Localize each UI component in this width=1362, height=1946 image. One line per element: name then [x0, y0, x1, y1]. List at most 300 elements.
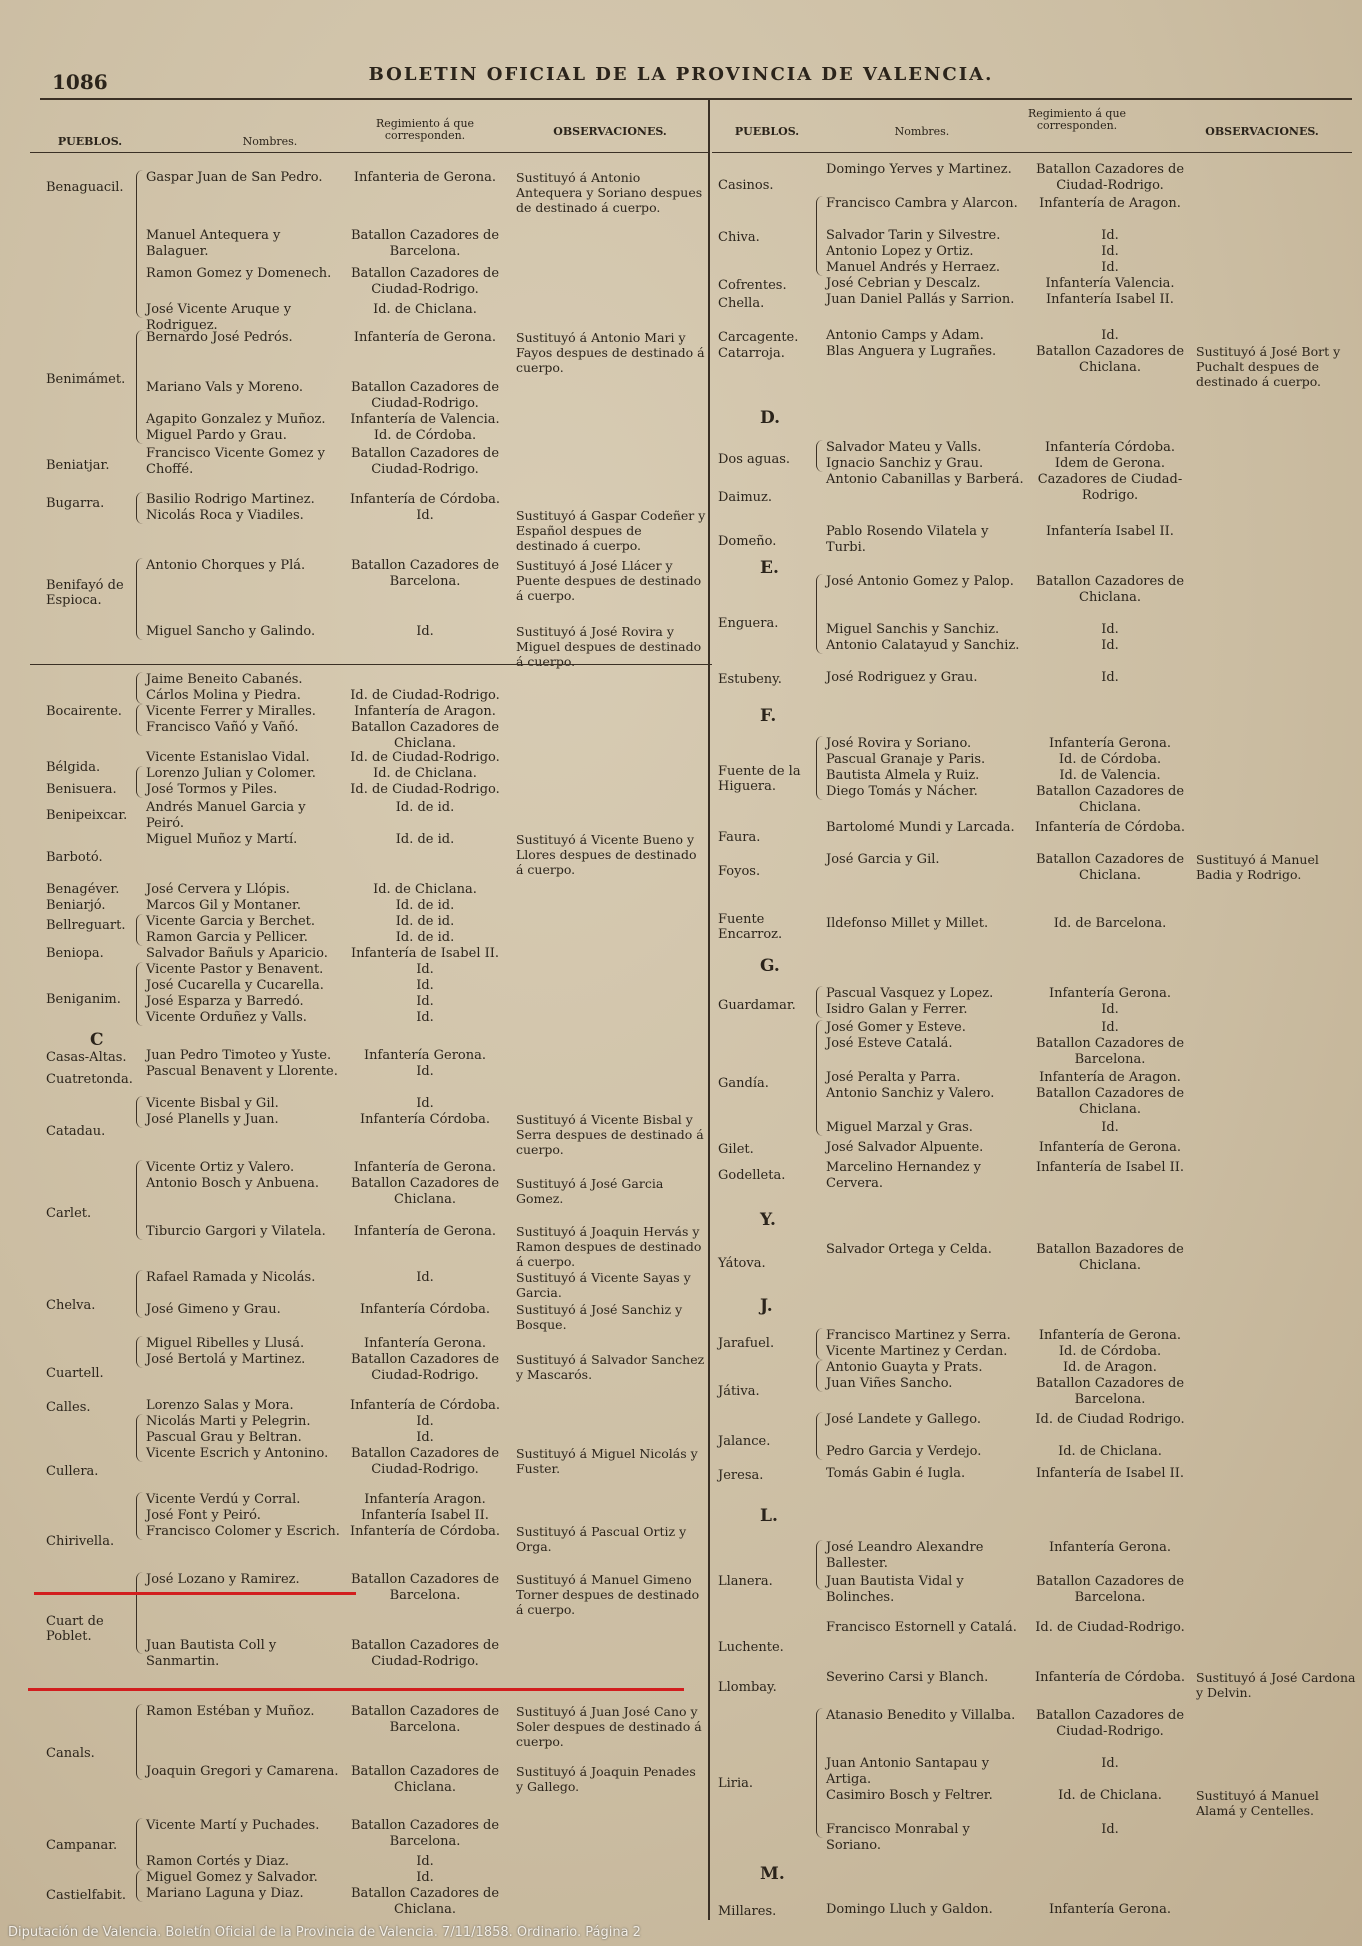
regiment: Batallon Cazadores de Ciudad-Rodrigo. [350, 1446, 500, 1477]
group-brace [816, 574, 823, 654]
town-name: Benipeixcar. [46, 808, 128, 823]
recruit-name: Atanasio Benedito y Villalba. [826, 1708, 1016, 1723]
regiment: Id. de Chiclana. [373, 302, 477, 317]
recruit-name: Juan Viñes Sancho. [826, 1376, 953, 1391]
recruit-name: Joaquin Gregori y Camarena. [146, 1764, 339, 1779]
left-column-header [30, 100, 708, 153]
observation: Sustituyó á Miguel Nicolás y Fuster. [516, 1446, 698, 1476]
regiment: Batallon Cazadores de Ciudad-Rodrigo. [350, 446, 500, 477]
group-brace [136, 492, 143, 524]
recruit-name: Francisco Vicente Gomez y Choffé. [146, 446, 325, 477]
regiment: Id. [416, 508, 434, 523]
town-name: Dos aguas. [718, 452, 791, 467]
section-letter: F. [760, 706, 777, 726]
regiment: Id. de Ciudad-Rodrigo. [1035, 1620, 1185, 1635]
recruit-name: José Gimeno y Grau. [146, 1302, 281, 1317]
town-name: Fuente de la Higuera. [718, 764, 801, 794]
section-letter: L. [760, 1506, 778, 1526]
recruit-name: Miguel Marzal y Gras. [826, 1120, 973, 1135]
town-name: Chiva. [718, 230, 760, 245]
regiment: Batallon Cazadores de Ciudad-Rodrigo. [350, 1638, 500, 1669]
observation: Sustituyó á Vicente Bueno y Llores despues de destinado á cuerpo. [516, 832, 697, 877]
town-name: Cofrentes. [718, 278, 787, 293]
regiment: Id. [1101, 244, 1119, 259]
recruit-name: Vicente Bisbal y Gil. [146, 1096, 279, 1111]
regiment: Batallon Cazadores de Chiclana. [350, 720, 500, 751]
regiment: Infantería de Valencia. [350, 412, 500, 427]
observation: Sustituyó á Joaquin Penades y Gallego. [516, 1764, 696, 1794]
regiment: Batallon Cazadores de Ciudad-Rodrigo. [350, 266, 500, 297]
recruit-name: Domingo Lluch y Galdon. [826, 1902, 993, 1917]
observation: Sustituyó á Pascual Ortiz y Orga. [516, 1524, 687, 1554]
header-pueblos: PUEBLOS. [57, 135, 123, 148]
town-name: Jarafuel. [718, 1336, 775, 1351]
town-name: Gandía. [718, 1076, 769, 1091]
town-name: Chelva. [46, 1298, 96, 1313]
regiment: Infantería de Gerona. [353, 1160, 497, 1175]
town-name: Gilet. [718, 1142, 754, 1157]
regiment: Id. [416, 1096, 434, 1111]
recruit-name: José Antonio Gomez y Palop. [826, 574, 1014, 589]
regiment: Id. de Chiclana. [1058, 1788, 1162, 1803]
regiment: Id. [1101, 1822, 1119, 1837]
recruit-name: Lorenzo Salas y Mora. [146, 1398, 294, 1413]
regiment: Infantería Córdoba. [1045, 440, 1175, 455]
section-letter: J. [760, 1296, 773, 1316]
regiment: Id. [416, 978, 434, 993]
header-nombres: Nombres. [894, 125, 950, 138]
regiment: Batallon Cazadores de Chiclana. [1035, 1086, 1185, 1117]
recruit-name: Miguel Ribelles y Llusá. [146, 1336, 305, 1351]
regiment: Id. de id. [395, 832, 455, 847]
regiment: Id. de Aragon. [1063, 1360, 1157, 1375]
regiment: Infantería de Córdoba. [1034, 1670, 1186, 1685]
regiment: Id. de Valencia. [1059, 768, 1161, 783]
recruit-name: José Garcia y Gil. [826, 852, 940, 867]
observation: Sustituyó á José Cardona y Delvin. [1196, 1670, 1356, 1700]
regiment: Batallon Cazadores de Barcelona. [1035, 1376, 1185, 1407]
town-name: Bélgida. [46, 760, 101, 775]
regiment: Id. de id. [395, 898, 455, 913]
header-observaciones: OBSERVACIONES. [1205, 125, 1319, 138]
regiment: Infantería Gerona. [1049, 986, 1171, 1001]
town-name: Cullera. [46, 1464, 99, 1479]
recruit-name: Miguel Pardo y Grau. [146, 428, 287, 443]
regiment: Infanteria de Gerona. [353, 170, 497, 185]
town-name: Beniopa. [46, 946, 104, 961]
regiment: Infantería Córdoba. [360, 1302, 490, 1317]
header-regimiento: Regimiento á que corresponden. [1027, 107, 1127, 132]
town-name: Enguera. [718, 616, 779, 631]
recruit-name: Jaime Beneito Cabanés. [146, 672, 303, 687]
recruit-name: Francisco Monrabal y Soriano. [826, 1822, 970, 1853]
observation: Sustituyó á José Garcia Gomez. [516, 1176, 664, 1206]
recruit-name: Antonio Guayta y Prats. [826, 1360, 983, 1375]
recruit-name: Miguel Muñoz y Martí. [146, 832, 298, 847]
town-name: Chella. [718, 296, 765, 311]
recruit-name: Ildefonso Millet y Millet. [826, 916, 989, 931]
town-name: Beniatjar. [46, 458, 110, 473]
regiment: Id. [416, 1414, 434, 1429]
observation: Sustituyó á Antonio Antequera y Soriano despues de destinado á cuerpo. [516, 170, 703, 215]
observation: Sustituyó á José Rovira y Miguel despues de destinado á cuerpo. [516, 624, 702, 669]
town-name: Luchente. [718, 1640, 784, 1655]
recruit-name: Nicolás Marti y Pelegrin. [146, 1414, 311, 1429]
regiment: Batallon Cazadores de Barcelona. [350, 1704, 500, 1735]
recruit-name: Basilio Rodrigo Martinez. [146, 492, 315, 507]
recruit-name: Pedro Garcia y Verdejo. [826, 1444, 982, 1459]
regiment: Batallon Cazadores de Ciudad-Rodrigo. [350, 1352, 500, 1383]
group-brace [136, 1160, 143, 1240]
regiment: Infantería Gerona. [364, 1336, 486, 1351]
recruit-name: Antonio Chorques y Plá. [146, 558, 306, 573]
recruit-name: Antonio Lopez y Ortiz. [826, 244, 974, 259]
town-name: Benisuera. [46, 782, 117, 797]
regiment: Batallon Cazadores de Ciudad-Rodrigo. [1035, 162, 1185, 193]
recruit-name: Miguel Sancho y Galindo. [146, 624, 316, 639]
recruit-name: Rafael Ramada y Nicolás. [146, 1270, 316, 1285]
group-brace [136, 672, 143, 704]
recruit-name: Severino Carsi y Blanch. [826, 1670, 989, 1685]
recruit-name: Andrés Manuel Garcia y Peiró. [146, 800, 306, 831]
page-title: BOLETIN OFICIAL DE LA PROVINCIA DE VALENCIA. [368, 64, 994, 85]
town-name: Casinos. [718, 178, 774, 193]
recruit-name: Pascual Benavent y Llorente. [146, 1064, 338, 1079]
recruit-name: Domingo Yerves y Martinez. [826, 162, 1012, 177]
regiment: Batallon Cazadores de Chiclana. [1035, 784, 1185, 815]
observation: Sustituyó á Salvador Sanchez y Mascarós. [516, 1352, 705, 1382]
recruit-name: Francisco Estornell y Catalá. [826, 1620, 1017, 1635]
recruit-name: Marcos Gil y Montaner. [146, 898, 301, 913]
recruit-name: Vicente Ferrer y Miralles. [146, 704, 316, 719]
recruit-name: José Peralta y Parra. [826, 1070, 961, 1085]
recruit-name: Agapito Gonzalez y Muñoz. [146, 412, 326, 427]
observation: Sustituyó á Juan José Cano y Soler despues de destinado á cuerpo. [516, 1704, 702, 1749]
recruit-name: Vicente Orduñez y Valls. [146, 1010, 307, 1025]
header-pueblos: PUEBLOS. [734, 125, 800, 138]
regiment: Id. [1101, 1120, 1119, 1135]
regiment: Id. de Córdoba. [1058, 1344, 1162, 1359]
recruit-name: Ramon Garcia y Pellicer. [146, 930, 308, 945]
town-name: Foyos. [718, 864, 761, 879]
town-name: Benagéver. [46, 882, 120, 897]
recruit-name: José Leandro Alexandre Ballester. [826, 1540, 984, 1571]
recruit-name: Marcelino Hernandez y Cervera. [826, 1160, 981, 1191]
town-name: Daimuz. [718, 490, 773, 505]
group-brace [136, 704, 143, 736]
group-brace [136, 1270, 143, 1318]
recruit-name: Vicente Pastor y Benavent. [146, 962, 324, 977]
recruit-name: José Gomer y Esteve. [826, 1020, 966, 1035]
recruit-name: Ramon Cortés y Diaz. [146, 1854, 289, 1869]
town-name: Beniganim. [46, 992, 121, 1007]
recruit-name: José Rodriguez y Grau. [826, 670, 978, 685]
regiment: Infantería Córdoba. [360, 1112, 490, 1127]
right-column-header [712, 100, 1352, 153]
regiment: Infantería Gerona. [1049, 1540, 1171, 1555]
recruit-name: Mariano Vals y Moreno. [146, 380, 304, 395]
town-name: Catadau. [46, 1124, 106, 1139]
town-name: Millares. [718, 1904, 777, 1919]
regiment: Id. [1101, 260, 1119, 275]
town-name: Bugarra. [46, 496, 105, 511]
recruit-name: Vicente Escrich y Antonino. [146, 1446, 329, 1461]
regiment: Id. [1101, 622, 1119, 637]
regiment: Id. de Ciudad-Rodrigo. [350, 782, 500, 797]
town-name: Cuatretonda. [46, 1072, 133, 1087]
recruit-name: Pascual Granaje y Paris. [826, 752, 986, 767]
regiment: Batallon Cazadores de Barcelona. [1035, 1574, 1185, 1605]
section-letter: D. [760, 408, 781, 428]
recruit-name: José Bertolá y Martinez. [146, 1352, 306, 1367]
regiment: Id. de Chiclana. [1058, 1444, 1162, 1459]
regiment: Id. [416, 1270, 434, 1285]
recruit-name: José Cebrian y Descalz. [826, 276, 981, 291]
town-name: Campanar. [46, 1838, 118, 1853]
recruit-name: José Esteve Catalá. [826, 1036, 953, 1051]
town-name: Godelleta. [718, 1168, 786, 1183]
regiment: Infantería Gerona. [1049, 736, 1171, 751]
group-brace [816, 1708, 823, 1838]
recruit-name: Salvador Ortega y Celda. [826, 1242, 992, 1257]
column-divider [708, 100, 710, 1920]
section-letter: G. [760, 956, 780, 976]
recruit-name: Manuel Antequera y Balaguer. [146, 228, 281, 259]
regiment: Infantería de Córdoba. [349, 1524, 501, 1539]
regiment: Batallon Bazadores de Chiclana. [1036, 1242, 1184, 1273]
group-brace [136, 1336, 143, 1368]
red-underline [28, 1688, 684, 1691]
recruit-name: Juan Daniel Pallás y Sarrion. [826, 292, 1015, 307]
town-name: Carcagente. [718, 330, 799, 345]
regiment: Id. [1101, 670, 1119, 685]
recruit-name: José Planells y Juan. [146, 1112, 279, 1127]
town-name: Llombay. [718, 1680, 777, 1695]
recruit-name: Vicente Estanislao Vidal. [146, 750, 310, 765]
regiment: Infantería Gerona. [364, 1048, 486, 1063]
recruit-name: José Tormos y Piles. [146, 782, 278, 797]
town-name: Benimámet. [46, 372, 126, 387]
recruit-name: Manuel Andrés y Herraez. [826, 260, 1000, 275]
town-name: Domeño. [718, 534, 777, 549]
town-name: Calles. [46, 1400, 91, 1415]
recruit-name: Ignacio Sanchiz y Grau. [826, 456, 984, 471]
recruit-name: Francisco Colomer y Escrich. [146, 1524, 340, 1539]
group-brace [816, 1540, 823, 1590]
recruit-name: Antonio Sanchiz y Valero. [826, 1086, 995, 1101]
recruit-name: Pascual Vasquez y Lopez. [826, 986, 994, 1001]
recruit-name: José Landete y Gallego. [826, 1412, 982, 1427]
town-name: Casas-Altas. [46, 1050, 127, 1065]
town-name: Canals. [46, 1746, 95, 1761]
recruit-name: José Salvador Alpuente. [826, 1140, 984, 1155]
regiment: Id. [416, 962, 434, 977]
regiment: Id. [1101, 1002, 1119, 1017]
town-name: Liria. [718, 1776, 754, 1791]
regiment: Infantería de Córdoba. [1034, 820, 1186, 835]
regiment: Batallon Cazadores de Barcelona. [350, 1572, 500, 1603]
group-brace [136, 962, 143, 1026]
observation: Sustituyó á Manuel Badia y Rodrigo. [1196, 852, 1319, 882]
regiment: Infantería Isabel II. [1046, 524, 1174, 539]
town-name: Fuente Encarroz. [718, 912, 783, 942]
regiment: Id. [1101, 1756, 1119, 1771]
regiment: Batallon Cazadores de Chiclana. [350, 1176, 500, 1207]
recruit-name: Vicente Martinez y Cerdan. [826, 1344, 1008, 1359]
town-name: Catarroja. [718, 346, 785, 361]
observation: Sustituyó á Vicente Sayas y Garcia. [516, 1270, 691, 1300]
regiment: Id. de Córdoba. [1058, 752, 1162, 767]
section-letter: C [90, 1030, 104, 1050]
recruit-name: Diego Tomás y Nácher. [826, 784, 978, 799]
regiment: Infantería de Córdoba. [349, 1398, 501, 1413]
regiment: Batallon Cazadores de Barcelona. [350, 558, 500, 589]
section-divider [30, 664, 712, 665]
recruit-name: Mariano Laguna y Diaz. [146, 1886, 304, 1901]
regiment: Id. de id. [395, 800, 455, 815]
recruit-name: José Rovira y Soriano. [826, 736, 972, 751]
recruit-name: Vicente Ortiz y Valero. [146, 1160, 295, 1175]
regiment: Infantería de Isabel II. [1035, 1466, 1185, 1481]
regiment: Batallon Cazadores de Ciudad-Rodrigo. [350, 380, 500, 411]
town-name: Bocairente. [46, 704, 122, 719]
recruit-name: José Font y Peiró. [146, 1508, 261, 1523]
regiment: Idem de Gerona. [1054, 456, 1166, 471]
recruit-name: Juan Bautista Vidal y Bolinches. [826, 1574, 964, 1605]
regiment: Infantería de Córdoba. [349, 492, 501, 507]
group-brace [816, 1412, 823, 1460]
recruit-name: Casimiro Bosch y Feltrer. [826, 1788, 993, 1803]
group-brace [136, 766, 143, 798]
regiment: Id. de Ciudad-Rodrigo. [350, 688, 500, 703]
group-brace [816, 736, 823, 800]
regiment: Infantería de Isabel II. [1035, 1160, 1185, 1175]
recruit-name: Pablo Rosendo Vilatela y Turbi. [826, 524, 989, 555]
recruit-name: Antonio Calatayud y Sanchiz. [826, 638, 1020, 653]
recruit-name: Antonio Bosch y Anbuena. [146, 1176, 320, 1191]
recruit-name: Juan Pedro Timoteo y Yuste. [146, 1048, 332, 1063]
recruit-name: Ramon Gomez y Domenech. [146, 266, 332, 281]
town-name: Barbotó. [46, 850, 103, 865]
recruit-name: José Cervera y Llópis. [146, 882, 290, 897]
recruit-name: Bernardo José Pedrós. [146, 330, 293, 345]
regiment: Id. de Ciudad Rodrigo. [1035, 1412, 1185, 1427]
recruit-name: Gaspar Juan de San Pedro. [146, 170, 323, 185]
group-brace [136, 1572, 143, 1654]
recruit-name: Tomás Gabin é Iugla. [826, 1466, 966, 1481]
regiment: Id. de id. [395, 914, 455, 929]
town-name: Jalance. [718, 1434, 771, 1449]
regiment: Id. [416, 1064, 434, 1079]
recruit-name: Juan Bautista Coll y Sanmartin. [146, 1638, 277, 1669]
town-name: Cuart de Poblet. [46, 1614, 104, 1644]
recruit-name: Ramon Estéban y Muñoz. [146, 1704, 315, 1719]
recruit-name: Francisco Cambra y Alarcon. [826, 196, 1018, 211]
recruit-name: Miguel Gomez y Salvador. [146, 1870, 318, 1885]
recruit-name: Vicente Martí y Puchades. [146, 1818, 320, 1833]
regiment: Id. [1101, 228, 1119, 243]
regiment: Infantería de Gerona. [1038, 1140, 1182, 1155]
regiment: Infantería Aragon. [364, 1492, 486, 1507]
archive-footer: Diputación de Valencia. Boletín Oficial de la Provincia de Valencia. 7/11/1858. Ordinario. Página 2 [8, 1925, 641, 1940]
regiment: Batallon Cazadores de Chiclana. [350, 1886, 500, 1917]
recruit-name: Francisco Vañó y Vañó. [146, 720, 299, 735]
observation: Sustituyó á Manuel Gimeno Torner despues de destinado á cuerpo. [516, 1572, 700, 1617]
recruit-name: José Lozano y Ramirez. [146, 1572, 300, 1587]
regiment: Batallon Cazadores de Chiclana. [1035, 852, 1185, 883]
town-name: Chirivella. [46, 1534, 115, 1549]
group-brace [136, 1096, 143, 1128]
regiment: Batallon Cazadores de Chiclana. [1035, 574, 1185, 605]
town-name: Yátova. [718, 1256, 766, 1271]
header-regimiento: Regimiento á que corresponden. [375, 117, 475, 142]
town-name: Faura. [718, 830, 761, 845]
section-letter: E. [760, 558, 779, 578]
group-brace [816, 440, 823, 472]
regiment: Infantería de Aragon. [1039, 1070, 1181, 1085]
regiment: Id. [416, 994, 434, 1009]
group-brace [816, 1020, 823, 1136]
recruit-name: Cárlos Molina y Piedra. [146, 688, 301, 703]
regiment: Infantería Isabel II. [1046, 292, 1174, 307]
regiment: Id. de id. [395, 930, 455, 945]
regiment: Infantería de Gerona. [1038, 1328, 1182, 1343]
recruit-name: Bartolomé Mundi y Larcada. [826, 820, 1015, 835]
group-brace [136, 170, 143, 318]
regiment: Id. de Chiclana. [373, 882, 477, 897]
header-observaciones: OBSERVACIONES. [553, 125, 667, 138]
regiment: Cazadores de Ciudad-Rodrigo. [1037, 472, 1183, 503]
regiment: Batallon Cazadores de Barcelona. [350, 228, 500, 259]
regiment: Infantería de Isabel II. [350, 946, 500, 961]
recruit-name: Blas Anguera y Lugrañes. [826, 344, 997, 359]
recruit-name: Vicente Garcia y Berchet. [146, 914, 316, 929]
recruit-name: Antonio Cabanillas y Barberá. [826, 472, 1024, 487]
page-number: 1086 [52, 70, 108, 94]
group-brace [136, 1870, 143, 1902]
observation: Sustituyó á José Sanchiz y Bosque. [516, 1302, 683, 1332]
group-brace [136, 1492, 143, 1540]
regiment: Infantería Isabel II. [361, 1508, 489, 1523]
regiment: Infantería de Gerona. [353, 330, 497, 345]
recruit-name: José Esparza y Barredó. [146, 994, 304, 1009]
group-brace [816, 196, 823, 276]
regiment: Id. [416, 1854, 434, 1869]
town-name: Bellreguart. [46, 918, 126, 933]
group-brace [136, 1414, 143, 1462]
regiment: Id. [416, 1870, 434, 1885]
observation: Sustituyó á Gaspar Codeñer y Español despues de destinado á cuerpo. [516, 508, 706, 553]
regiment: Id. [1101, 1020, 1119, 1035]
group-brace [136, 914, 143, 946]
town-name: Benifayó de Espioca. [46, 578, 124, 608]
recruit-name: José Vicente Aruque y Rodriguez. [146, 302, 292, 333]
regiment: Id. [416, 624, 434, 639]
red-underline [34, 1592, 356, 1595]
regiment: Infantería Valencia. [1045, 276, 1175, 291]
group-brace [136, 558, 143, 640]
section-letter: Y. [760, 1210, 776, 1230]
recruit-name: Pascual Grau y Beltran. [146, 1430, 302, 1445]
recruit-name: Salvador Mateu y Valls. [826, 440, 982, 455]
regiment: Id. de Córdoba. [373, 428, 477, 443]
regiment: Id. de Barcelona. [1053, 916, 1167, 931]
regiment: Batallon Cazadores de Ciudad-Rodrigo. [1035, 1708, 1185, 1739]
town-name: Llanera. [718, 1574, 773, 1589]
recruit-name: Isidro Galan y Ferrer. [826, 1002, 968, 1017]
section-letter: M. [760, 1864, 785, 1884]
regiment: Batallon Cazadores de Chiclana. [1035, 344, 1185, 375]
